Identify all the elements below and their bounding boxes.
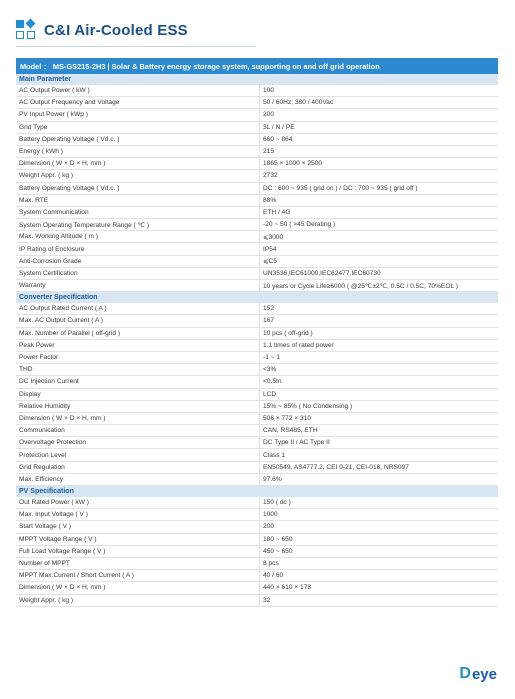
param-name: Grid Type bbox=[16, 122, 260, 133]
param-name: Overvoltage Protection bbox=[16, 437, 260, 448]
param-name: System Communication bbox=[16, 207, 260, 218]
param-name: Max. Efficiency bbox=[16, 474, 260, 485]
param-value: LCD bbox=[263, 390, 277, 398]
table-row bbox=[16, 352, 498, 364]
param-name: Anti-Corrosion Grade bbox=[16, 256, 260, 267]
param-name: Battery Operating Voltage ( Vd.c. ) bbox=[16, 134, 260, 145]
table-row bbox=[16, 376, 498, 388]
table-row bbox=[16, 413, 498, 425]
table-row bbox=[16, 158, 498, 170]
param-value: 450 ~ 650 bbox=[263, 547, 293, 555]
param-value: 660 ~ 864 bbox=[263, 135, 293, 143]
param-name: Display bbox=[16, 389, 260, 400]
param-name: Battery Operating Voltage ( Vd.c. ) bbox=[16, 183, 260, 194]
param-name: AC Output Power ( kW ) bbox=[16, 85, 260, 96]
table-row bbox=[16, 183, 498, 195]
table-row bbox=[16, 340, 498, 352]
param-value: 2732 bbox=[263, 172, 278, 180]
table-row bbox=[16, 449, 498, 461]
spec-table bbox=[16, 58, 498, 607]
param-value: 200 bbox=[263, 111, 275, 119]
table-row bbox=[16, 315, 498, 327]
param-value: 215 bbox=[263, 148, 275, 156]
param-name: Dimension ( W × D × H, mm ) bbox=[16, 582, 260, 593]
param-value: 32 bbox=[263, 596, 271, 604]
param-value: ETH / 4G bbox=[263, 208, 291, 216]
param-name: Max. AC Output Current ( A ) bbox=[16, 315, 260, 326]
param-name: THD bbox=[16, 364, 260, 375]
param-name: Dimension ( W × D × H, mm ) bbox=[16, 413, 260, 424]
table-row bbox=[16, 146, 498, 158]
param-name: Communication bbox=[16, 425, 260, 436]
param-value: DC : 600 ~ 935 ( grid on ) / DC : 700 ~ 935 ( grid off ) bbox=[263, 184, 418, 192]
param-name: Start Voltage ( V ) bbox=[16, 521, 260, 532]
table-row bbox=[16, 462, 498, 474]
table-row bbox=[16, 401, 498, 413]
table-row bbox=[16, 582, 498, 594]
table-row bbox=[16, 243, 498, 255]
param-value: -20 ~ 50 ( >45 Derating ) bbox=[263, 221, 336, 229]
logo-icon bbox=[16, 20, 36, 40]
section-header: PV Specification bbox=[16, 486, 498, 497]
table-row bbox=[16, 303, 498, 315]
table-row bbox=[16, 474, 498, 486]
param-value: 8 pcs bbox=[263, 560, 279, 568]
param-name: AC Output Rated Current ( A ) bbox=[16, 303, 260, 314]
param-value: 200 bbox=[263, 523, 275, 531]
param-name: System Certification bbox=[16, 268, 260, 279]
section-header: Converter Specification bbox=[16, 292, 498, 303]
param-value: <3% bbox=[263, 366, 277, 374]
table-row bbox=[16, 595, 498, 607]
param-name: MPPT Voltage Range ( V ) bbox=[16, 534, 260, 545]
param-name: DC Injection Current bbox=[16, 376, 260, 387]
param-name: Power Factor bbox=[16, 352, 260, 363]
param-value: -1 ~ 1 bbox=[263, 354, 281, 362]
param-value: 97.6% bbox=[263, 475, 282, 483]
table-row bbox=[16, 97, 498, 109]
param-value: 180 ~ 650 bbox=[263, 535, 293, 543]
param-name: Weight Appr. ( kg ) bbox=[16, 170, 260, 181]
table-row bbox=[16, 521, 498, 533]
param-name: PV Input Power ( kWp ) bbox=[16, 109, 260, 120]
param-name: Max. Number of Parallel ( off-grid ) bbox=[16, 328, 260, 339]
spec-sections bbox=[16, 74, 498, 607]
param-value: 50 / 60Hz; 380 / 400Vac bbox=[263, 99, 334, 107]
param-value: CAN, RS485, ETH bbox=[263, 427, 318, 435]
page-title: C&I Air-Cooled ESS bbox=[44, 21, 188, 39]
param-name: System Operating Temperature Range ( ℃ ) bbox=[16, 219, 260, 230]
param-value: IP54 bbox=[263, 245, 277, 253]
param-value: 15% ~ 85% ( No Condensing ) bbox=[263, 402, 353, 410]
param-value: 506 × 772 × 310 bbox=[263, 414, 312, 422]
param-value: 150 ( dc ) bbox=[263, 499, 291, 507]
table-row bbox=[16, 437, 498, 449]
param-name: Protection Level bbox=[16, 449, 260, 460]
table-row bbox=[16, 280, 498, 292]
table-row bbox=[16, 170, 498, 182]
param-name: IP Rating of Enclosure bbox=[16, 243, 260, 254]
table-row bbox=[16, 256, 498, 268]
page-header bbox=[16, 16, 188, 44]
param-value: DC Type II / AC Type II bbox=[263, 439, 330, 447]
table-row bbox=[16, 134, 498, 146]
param-value: 88% bbox=[263, 196, 277, 204]
param-name: Weight Appr. ( kg ) bbox=[16, 595, 260, 606]
param-value: 1.1 times of rated power bbox=[263, 341, 334, 349]
param-value: UN3536,IEC61000,IEC62477,IEC60730 bbox=[263, 269, 381, 277]
param-value: 1865 × 1000 × 2500 bbox=[263, 160, 323, 168]
param-value: 440 × 610 × 178 bbox=[263, 584, 312, 592]
table-row bbox=[16, 546, 498, 558]
param-value: 10 pcs ( off-grid ) bbox=[263, 329, 313, 337]
model-bar: Model ： MS-GS215-2H3 | Solar & Battery energy storage system, supporting on and off grid operation bbox=[16, 58, 498, 74]
table-row bbox=[16, 122, 498, 134]
param-name: Grid Regulation bbox=[16, 462, 260, 473]
param-name: Peak Power bbox=[16, 340, 260, 351]
param-name: Max. RTE bbox=[16, 195, 260, 206]
brand-logo bbox=[459, 665, 497, 683]
table-row bbox=[16, 534, 498, 546]
param-value: <0.5In bbox=[263, 378, 282, 386]
table-row bbox=[16, 364, 498, 376]
table-row bbox=[16, 570, 498, 582]
param-value: 152 bbox=[263, 305, 275, 313]
brand-name: eye bbox=[471, 665, 497, 683]
param-name: Max. Working Altitude ( m ) bbox=[16, 231, 260, 242]
table-row bbox=[16, 497, 498, 509]
param-value: 40 / 60 bbox=[263, 572, 284, 580]
param-value: ⩽C5 bbox=[263, 258, 277, 266]
param-value: 3L / N / PE bbox=[263, 123, 295, 131]
param-value: ⩽3000 bbox=[263, 233, 284, 241]
param-value: 10 years or Cycle Life≥6000 ( @25℃±2℃, 0.5C / 0.5C, 70%EOL ) bbox=[263, 282, 458, 290]
param-value: 1000 bbox=[263, 511, 278, 519]
param-name: Out Rated Power ( kW ) bbox=[16, 497, 260, 508]
param-value: EN50549, AS4777.2, CEI 0-21, CEI-016, NRS097 bbox=[263, 463, 409, 471]
param-name: Number of MPPT bbox=[16, 558, 260, 569]
table-row bbox=[16, 389, 498, 401]
param-value: 167 bbox=[263, 317, 275, 325]
param-value: 100 bbox=[263, 87, 275, 95]
param-value: Class 1 bbox=[263, 451, 285, 459]
param-name: AC Output Frequency and Voltage bbox=[16, 97, 260, 108]
param-name: Energy ( kWh ) bbox=[16, 146, 260, 157]
brand-initial: D bbox=[459, 665, 471, 682]
table-row bbox=[16, 85, 498, 97]
param-name: Warranty bbox=[16, 280, 260, 291]
table-row bbox=[16, 425, 498, 437]
table-row bbox=[16, 109, 498, 121]
param-name: Max. Input Voltage ( V ) bbox=[16, 509, 260, 520]
section-header: Main Parameter bbox=[16, 74, 498, 85]
table-row bbox=[16, 231, 498, 243]
table-row bbox=[16, 219, 498, 231]
table-row bbox=[16, 328, 498, 340]
param-name: Relative Humidity bbox=[16, 401, 260, 412]
table-row bbox=[16, 268, 498, 280]
title-divider bbox=[16, 46, 256, 47]
param-name: Full Load Voltage Range ( V ) bbox=[16, 546, 260, 557]
param-name: MPPT Max.Current / Short Current ( A ) bbox=[16, 570, 260, 581]
param-name: Dimension ( W × D × H, mm ) bbox=[16, 158, 260, 169]
table-row bbox=[16, 195, 498, 207]
table-row bbox=[16, 509, 498, 521]
table-row bbox=[16, 207, 498, 219]
table-row bbox=[16, 558, 498, 570]
